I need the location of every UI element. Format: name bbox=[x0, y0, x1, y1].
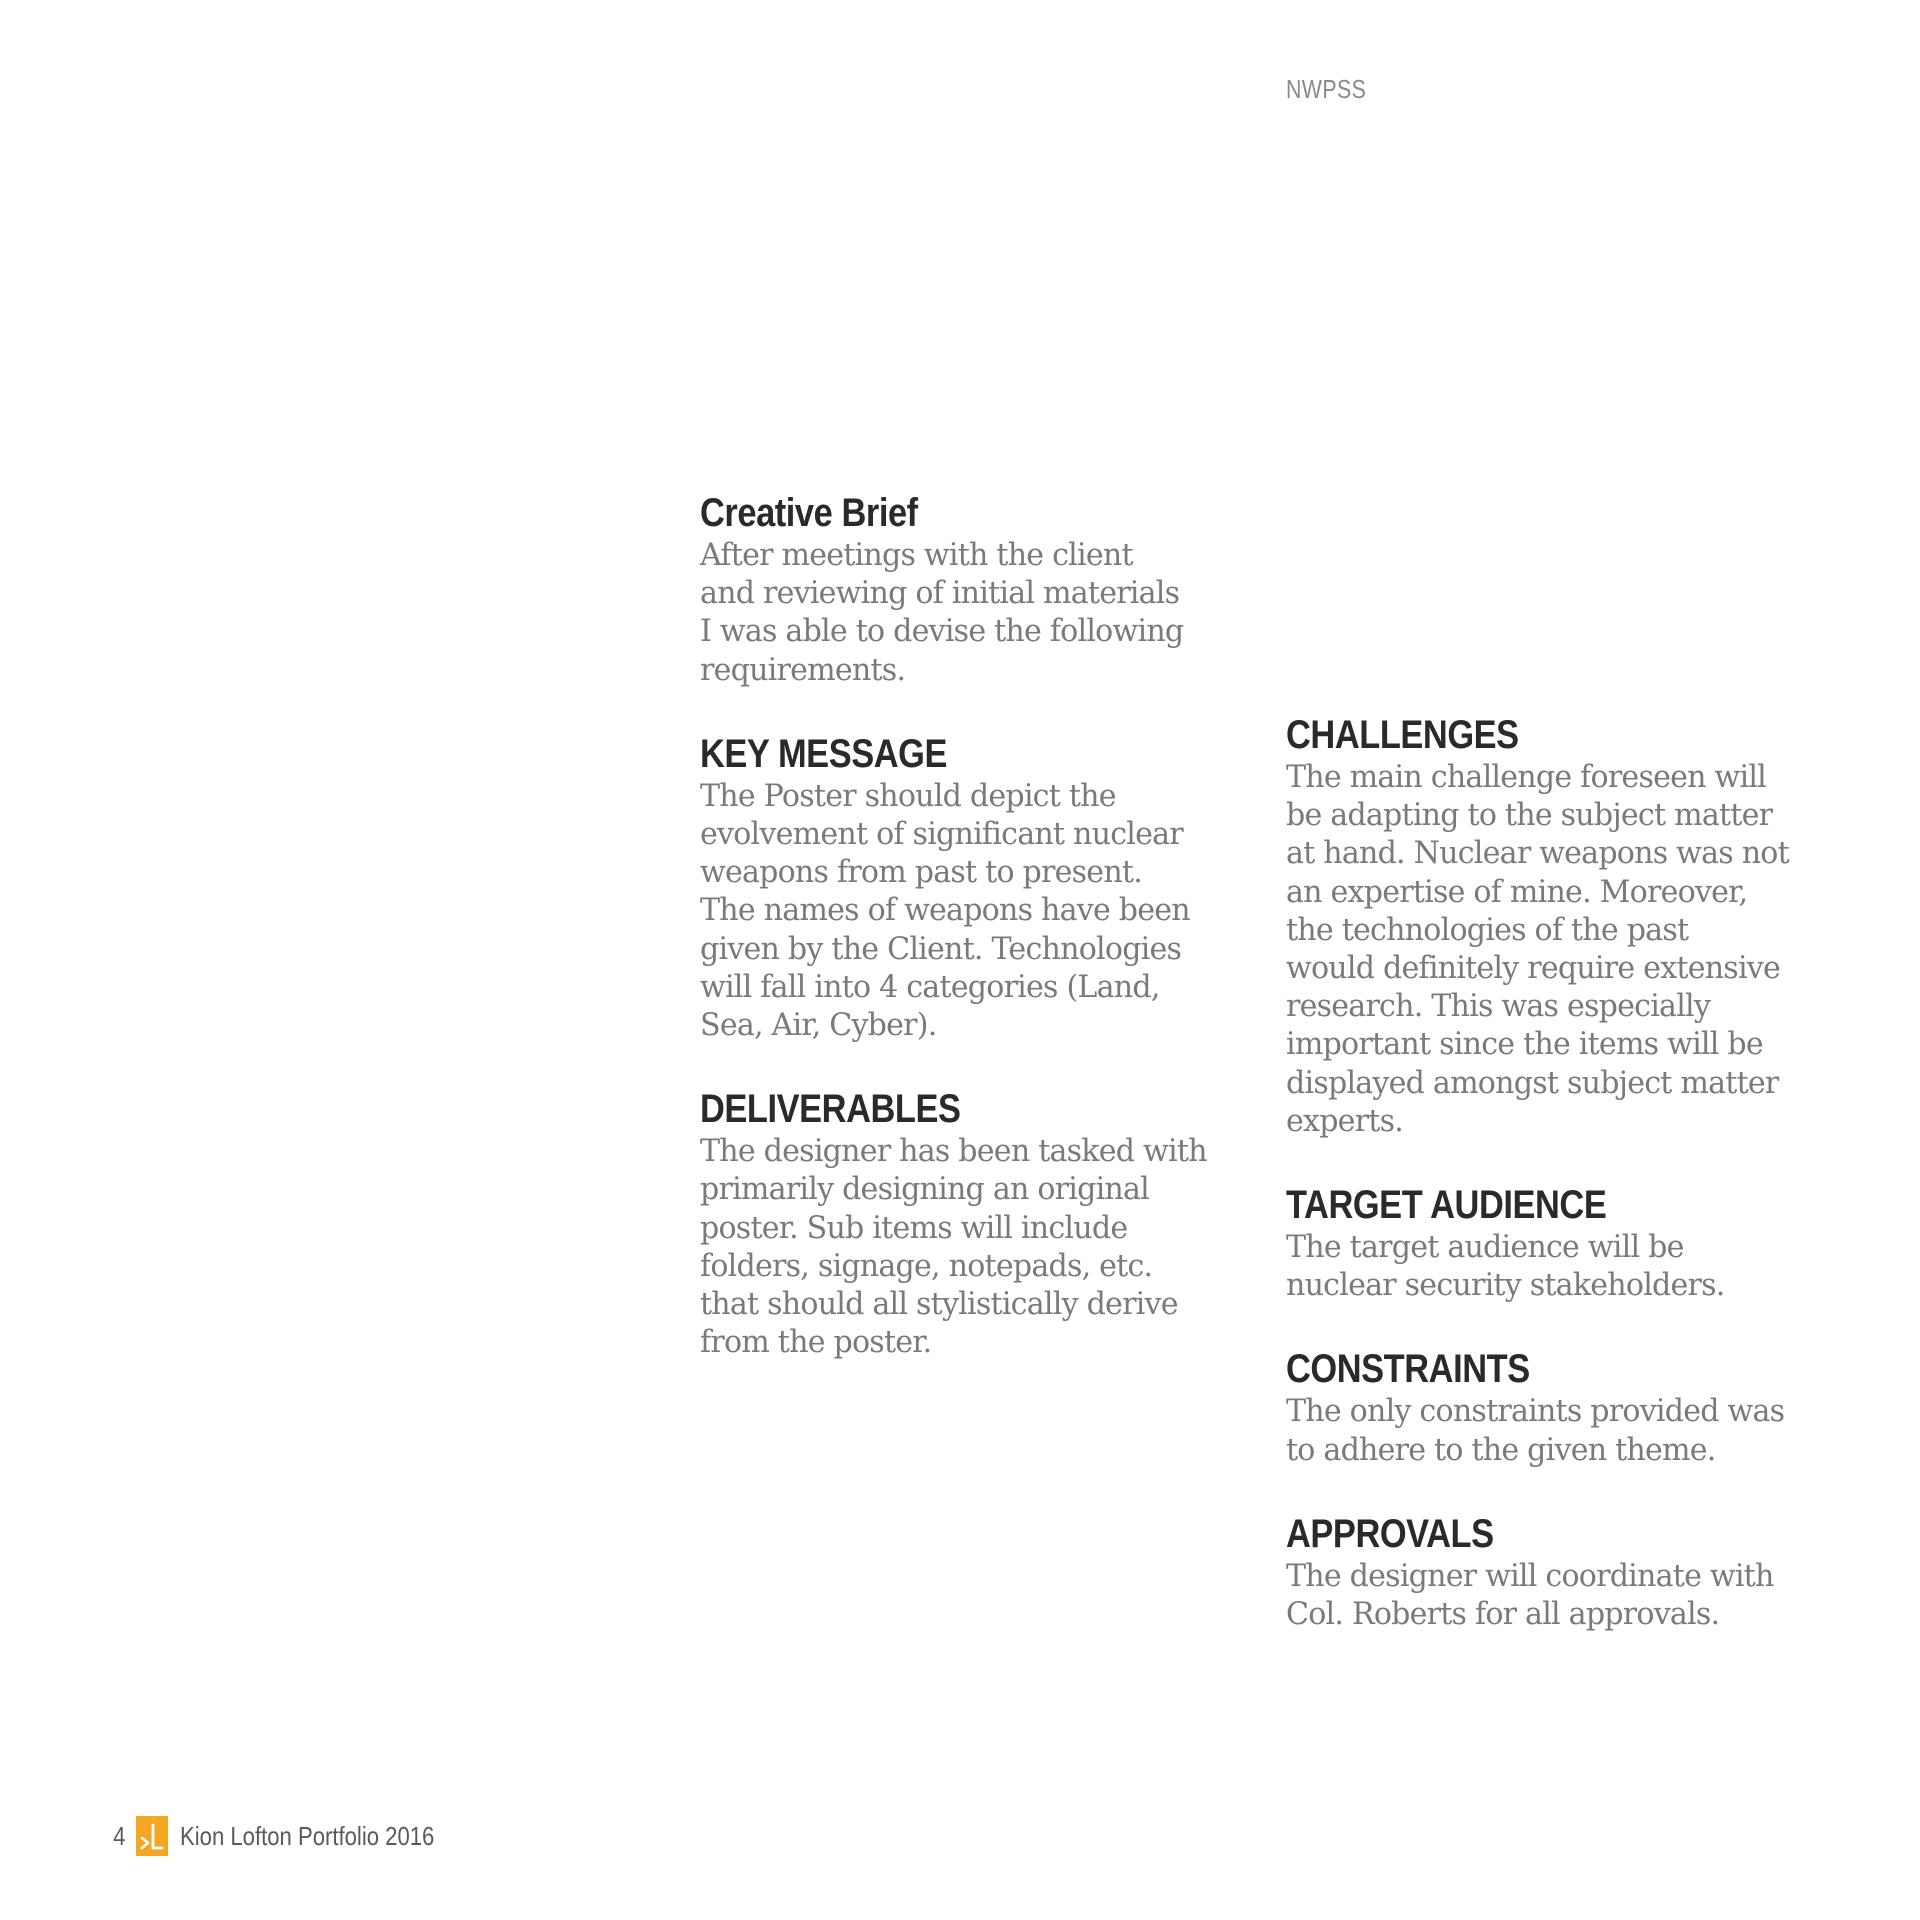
section-heading: CHALLENGES bbox=[1286, 713, 1519, 757]
kl-monogram-logo-icon bbox=[136, 1816, 168, 1856]
footer-title: Kion Lofton Portfolio 2016 bbox=[180, 1820, 435, 1851]
section-heading: APPROVALS bbox=[1286, 1511, 1494, 1556]
page-number: 4 bbox=[113, 1820, 126, 1851]
section-heading: TARGET AUDIENCE bbox=[1286, 1183, 1607, 1228]
section-approvals bbox=[1286, 1511, 1846, 1633]
right-column bbox=[1286, 712, 1846, 1675]
section-key-message bbox=[700, 731, 1260, 1044]
section-heading: Creative Brief bbox=[700, 491, 918, 535]
section-body: After meetings with the client and reviewing of initial materials I was able to devise the following requirements. bbox=[700, 537, 1184, 688]
section-creative-brief bbox=[700, 490, 1260, 689]
section-body: The Poster should depict the evolvement of significant nuclear weapons from past to present. The names of weapons have been given by the Client. Technologies will fall into 4 categories (Land, Sea, Air, Cyber). bbox=[700, 777, 1190, 1044]
running-head: NWPSS bbox=[1286, 74, 1367, 104]
section-heading: DELIVERABLES bbox=[700, 1087, 961, 1132]
section-target-audience bbox=[1286, 1182, 1846, 1304]
section-body: The designer has been tasked with primarily designing an original poster. Sub items will include folders, signage, notepads, etc. that should all stylistically derive from the poster. bbox=[700, 1133, 1207, 1361]
section-challenges bbox=[1286, 712, 1846, 1140]
section-heading: KEY MESSAGE bbox=[700, 731, 947, 776]
section-heading: CONSTRAINTS bbox=[1286, 1347, 1530, 1392]
section-constraints bbox=[1286, 1346, 1846, 1468]
section-body: The target audience will be nuclear security stakeholders. bbox=[1286, 1229, 1725, 1304]
section-body: The designer will coordinate with Col. Roberts for all approvals. bbox=[1286, 1557, 1774, 1633]
section-deliverables bbox=[700, 1086, 1260, 1361]
left-column bbox=[700, 490, 1260, 1403]
section-body: The only constraints provided was to adhere to the given theme. bbox=[1286, 1393, 1785, 1468]
section-body: The main challenge foreseen will be adapting to the subject matter at hand. Nuclear weapons was not an expertise of mine. Moreover, the technologies of the past would definitely require extensive research. This was especially important since the items will be displayed amongst subject matter experts. bbox=[1286, 759, 1789, 1139]
page-footer bbox=[112, 1816, 480, 1856]
